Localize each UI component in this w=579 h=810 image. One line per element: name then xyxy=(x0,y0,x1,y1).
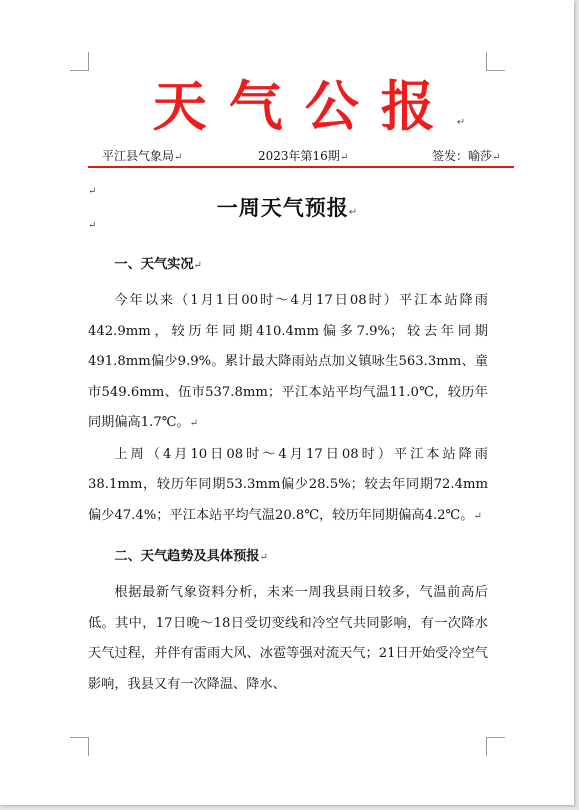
paragraph-mark-icon: ↵ xyxy=(88,186,97,197)
paragraph-mark-icon: ↵ xyxy=(348,207,358,218)
paragraph-mark-icon: ↵ xyxy=(174,152,183,163)
issue-number: 2023年第16期↵ xyxy=(258,149,349,163)
paragraph-mark-icon: ↵ xyxy=(189,418,199,429)
document-title: 一周天气预报↵ xyxy=(216,196,358,220)
section-heading-forecast: 二、天气趋势及具体预报↵ xyxy=(114,549,268,564)
paragraph-mark-icon: ↵ xyxy=(339,152,349,163)
crop-mark-top-left xyxy=(70,52,89,71)
paragraph-mark-icon: ↵ xyxy=(193,260,202,271)
paragraph-mark-icon: ↵ xyxy=(88,220,97,231)
paragraph-mark-icon: ↵ xyxy=(492,152,501,163)
crop-mark-bottom-left xyxy=(70,737,89,756)
signer: 签发：喻莎↵ xyxy=(432,149,501,163)
paragraph-mark-icon: ↵ xyxy=(473,510,482,522)
crop-mark-top-right xyxy=(486,52,505,71)
issuing-org: 平江县气象局↵ xyxy=(102,149,183,163)
paragraph-observations-year: 今年以来（1月1日00时～4月17日08时）平江本站降雨442.9mm，较历年同期410.4mm偏多7.9%；较去年同期491.8mm偏少9.9%。累计最大降雨站点加义镇咏生563.3mm、童市549.6mm、伍市537.8mm；平江本站平均气温11.0℃，较历年同期偏高1.7℃。↵ xyxy=(88,293,488,430)
document-body xyxy=(88,250,488,700)
crop-mark-bottom-right xyxy=(486,737,505,756)
issue-info-line xyxy=(88,144,514,168)
section-heading-observations: 一、天气实况↵ xyxy=(114,257,202,272)
paragraph-observations-week: 上周（4月10日08时～4月17日08时）平江本站降雨38.1mm，较历年同期53.3mm偏少28.5%；较去年同期72.4mm偏少47.4%；平江本站平均气温20.8℃，较历年同期偏高4.2℃。↵ xyxy=(88,446,488,523)
masthead-title-text: 天气公报 xyxy=(152,75,457,138)
paragraph-mark-icon: ↵ xyxy=(456,117,466,128)
paragraph-forecast: 根据最新气象资料分析，未来一周我县雨日较多，气温前高后低。其中，17日晚～18日受切变线和冷空气共同影响，有一次降水天气过程，并伴有雷雨大风、冰雹等强对流天气；21日开始受冷空气影响，我县又有一次降温、降水、 xyxy=(88,585,488,692)
paragraph-mark-icon: ↵ xyxy=(259,552,268,563)
